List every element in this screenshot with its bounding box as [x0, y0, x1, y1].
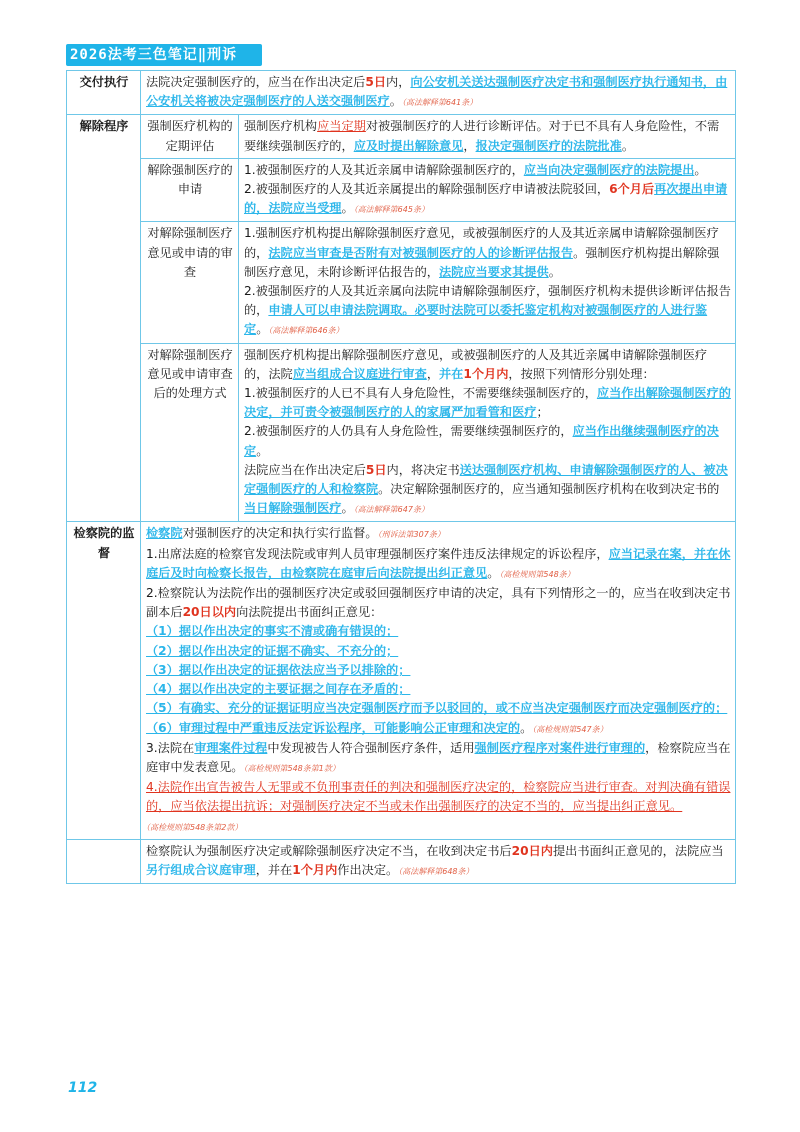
blue-emphasis: 应当记录在案，并在休庭后及时向检察长报告，由检察院在庭审后向法院提出纠正意见 — [146, 546, 731, 580]
law-reference: （高法解释第647条） — [353, 505, 429, 515]
red-emphasis: 5日 — [365, 75, 387, 89]
row-procuratorate-supervision — [67, 522, 736, 839]
text: 法院决定强制医疗的，应当在作出决定后 — [146, 75, 366, 89]
text: 。 — [694, 162, 707, 177]
paragraph — [244, 180, 731, 219]
text: 检察院认为强制医疗决定或解除强制医疗决定不当，在收到决定书后 — [146, 843, 512, 858]
blue-bold: 另行组成合议庭审理 — [146, 862, 256, 877]
text: 作出决定。 — [337, 862, 399, 877]
blue-emphasis: （6）审理过程中严重违反法定诉讼程序，可能影响公正审理和决定的 — [146, 720, 521, 735]
text: 强制医疗机构提出解除强制医疗意见，或被强制医疗的人及其近亲属申请解除强制医疗的，法院 — [244, 347, 708, 381]
text: 向法院提出书面纠正意见： — [236, 605, 383, 620]
page-header-title: 2026法考三色笔记‖刑诉 — [70, 47, 238, 63]
red-emphasis: 20日以内 — [182, 605, 237, 620]
blue-emphasis: 应及时提出解除意见 — [353, 138, 464, 153]
text: ，并在 — [255, 862, 293, 877]
list-item: （2）据以作出决定的证据不确实、不充分的； — [146, 643, 399, 658]
text: 2.被强制医疗的人及其近亲属提出的解除强制医疗申请被法院驳回， — [244, 182, 610, 197]
text: 强制医疗机构 — [244, 119, 318, 134]
section-label-delivery: 交付执行 — [67, 71, 141, 115]
list-item: （5）有确实、充分的证据证明应当决定强制医疗而予以驳回的，或不应当决定强制医疗而决定强制医疗的； — [146, 701, 728, 716]
text: 。 — [548, 264, 561, 279]
blue-emphasis: 审理案件过程 — [194, 740, 268, 755]
text: 。 — [487, 565, 500, 580]
blue-emphasis: 报决定强制医疗的法院批准 — [475, 138, 622, 153]
paragraph — [146, 524, 731, 544]
law-reference: （高法解释第641条） — [401, 98, 478, 108]
law-reference: （高法解释第648条） — [398, 866, 474, 876]
text: 对强制医疗的决定和执行实行监督。 — [182, 526, 378, 541]
row-supervision-continued — [67, 839, 736, 883]
supervision-content — [141, 522, 736, 839]
red-underline: 4.法院作出宣告被告人无罪或不负刑事责任的判决和强制医疗决定的，检察院应当进行审查。对判决确有错误的，应当依法提出抗诉；对强制医疗决定不当或未作出强制医疗的决定不当的，应当提出纠正意见。 — [146, 780, 731, 814]
text: ； — [536, 405, 549, 420]
text: 内，将决定书 — [386, 462, 460, 477]
text: 2.被强制医疗的人及其近亲属向法院申请解除强制医疗，强制医疗机构未提供诊断评估报告的， — [244, 284, 731, 318]
text: 2.检察院认为法院作出的强制医疗决定或驳回强制医疗申请的决定，具有下列情形之一的，应当在收到决定书副本后 — [146, 586, 731, 620]
paragraph — [244, 422, 731, 460]
text: 2.被强制医疗的人仍具有人身危险性，需要继续强制医疗的， — [244, 424, 573, 439]
list-item — [146, 719, 731, 739]
text: 。 — [256, 443, 269, 458]
release-application-content — [239, 158, 736, 222]
sub-label-review: 对解除强制医疗意见或申请的审查 — [141, 222, 239, 343]
row-release-periodic — [67, 115, 736, 158]
text: 中发现被告人符合强制医疗条件，适用 — [267, 740, 475, 755]
text: ， — [426, 366, 439, 381]
paragraph — [244, 282, 731, 341]
paragraph — [244, 161, 731, 180]
law-reference: （高法解释第645条） — [353, 205, 429, 215]
text: 。 — [389, 94, 402, 109]
paragraph — [146, 739, 731, 778]
notes-table — [66, 70, 736, 884]
list-item: （1）据以作出决定的事实不清或确有错误的； — [146, 624, 399, 639]
periodic-evaluation-content — [239, 115, 736, 158]
red-emphasis: 1个月内 — [292, 862, 338, 877]
page-number: 112 — [68, 1080, 98, 1096]
blue-emphasis: 检察院 — [146, 526, 183, 541]
text: 1.被强制医疗的人及其近亲属申请解除强制医疗的， — [244, 162, 524, 177]
law-reference: （刑诉法第307条） — [377, 530, 445, 540]
paragraph — [146, 778, 731, 837]
sub-label-handling: 对解除强制医疗意见或申请审查后的处理方式 — [141, 343, 239, 522]
text: 。 — [256, 322, 269, 337]
row-release-application — [67, 158, 736, 222]
blue-emphasis: 向公安机关送达强制医疗决定书和强制医疗执行通知书，由公安机关将被决定强制医疗的人送交强制医疗 — [146, 75, 728, 109]
review-content — [239, 222, 736, 343]
text: 1.被强制医疗的人已不具有人身危险性，不需要继续强制医疗的， — [244, 386, 597, 401]
row-release-handling — [67, 343, 736, 522]
text: 。 — [621, 138, 634, 153]
law-reference: （高检规则第548条第1款） — [243, 763, 340, 773]
red-emphasis: 20日内 — [511, 843, 553, 858]
delivery-content — [141, 71, 736, 115]
text: 对被强制医疗的人进行诊断评估。对于已不具有人身危险性，不需要继续强制医疗的， — [244, 119, 720, 153]
sub-label-release-application: 解除强制医疗的申请 — [141, 158, 239, 222]
paragraph — [244, 346, 731, 384]
text: 。强制医疗机构提出解除强制医疗意见，未附诊断评估报告的， — [244, 245, 720, 279]
law-reference: （高检规则第548条） — [499, 569, 575, 579]
red-underline: 应当定期 — [317, 119, 366, 134]
text: 3.法院在 — [146, 740, 195, 755]
text: 1.强制医疗机构提出解除强制医疗意见，或被强制医疗的人及其近亲属申请解除强制医疗的， — [244, 226, 719, 260]
law-reference: （高检规则第547条） — [532, 724, 608, 734]
list-item: （3）据以作出决定的证据依法应当予以排除的； — [146, 662, 411, 677]
text: 法院应当在作出决定后 — [244, 462, 366, 477]
text: 内， — [386, 75, 411, 89]
text: ， — [463, 138, 476, 153]
row-delivery-execution — [67, 71, 736, 115]
blue-emphasis: 法院应当审查是否附有对被强制医疗的人的诊断评估报告 — [268, 245, 574, 260]
blue-emphasis: 强制医疗程序对案件进行审理的 — [474, 740, 646, 755]
text: 。 — [341, 501, 354, 516]
row-release-review — [67, 222, 736, 343]
red-emphasis: 6个月后 — [609, 182, 655, 197]
blue-emphasis: 送达强制医疗机构、申请解除强制医疗的人、被决定强制医疗的人和检察院 — [244, 462, 728, 497]
blue-emphasis: 申请人可以申请法院调取。必要时法院可以委托鉴定机构对被强制医疗的人进行鉴定 — [244, 303, 708, 337]
text: ，按照下列情形分别处理： — [508, 366, 655, 381]
text: ，检察院应当在庭审中发表意见。 — [146, 740, 731, 774]
text: 。决定解除强制医疗的，应当通知强制医疗机构在收到决定书的 — [378, 482, 720, 497]
paragraph — [244, 224, 731, 282]
blue-emphasis: 应当作出解除强制医疗的决定，并可责令被强制医疗的人的家属严加看管和医疗 — [244, 386, 731, 420]
text: 。 — [520, 720, 533, 735]
paragraph — [244, 461, 731, 520]
blue-emphasis: 应当向决定强制医疗的法院提出 — [523, 162, 695, 177]
blue-emphasis: 应当作出继续强制医疗的决定 — [244, 424, 719, 458]
text: 提出书面纠正意见的，法院应当 — [552, 843, 724, 858]
list-item: （4）据以作出决定的主要证据之间存在矛盾的； — [146, 682, 411, 697]
text: 1.出席法庭的检察官发现法院或审判人员审理强制医疗案件违反法律规定的诉讼程序， — [146, 546, 609, 561]
sub-label-periodic-evaluation: 强制医疗机构的定期评估 — [141, 115, 239, 158]
blue-emphasis: 当日解除强制医疗 — [244, 501, 342, 516]
supervision-continued-content — [141, 839, 736, 883]
text: 。 — [341, 201, 354, 216]
paragraph — [244, 384, 731, 422]
blue-emphasis: 法院应当要求其提供 — [439, 264, 549, 279]
red-emphasis: 5日 — [365, 462, 387, 477]
red-emphasis: 1个月内 — [463, 366, 509, 381]
section-label-release: 解除程序 — [67, 115, 141, 522]
handling-content — [239, 343, 736, 522]
paragraph — [146, 584, 731, 622]
law-reference: （高检规则第548条第2款） — [146, 822, 243, 832]
law-reference: （高法解释第646条） — [268, 326, 344, 336]
paragraph — [146, 545, 731, 584]
empty-label-cell — [67, 839, 141, 883]
section-label-supervision: 检察院的监督 — [67, 522, 141, 839]
blue-bold: 并在 — [439, 366, 464, 381]
blue-emphasis: 应当组成合议庭进行审查 — [292, 366, 427, 381]
blue-emphasis: 再次提出申请的，法院应当受理 — [244, 182, 728, 216]
